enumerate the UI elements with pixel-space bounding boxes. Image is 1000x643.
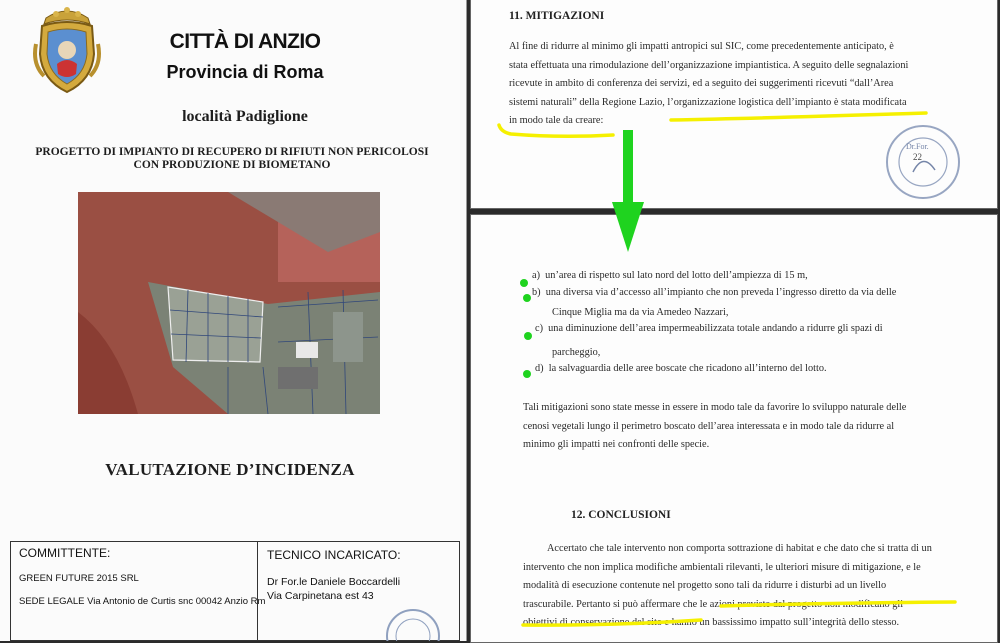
list-text: parcheggio, bbox=[552, 347, 601, 358]
cover-page bbox=[0, 0, 467, 641]
text-line: modalità di esecuzione contenute nel progetto sono tali da ridurre i disturbi ad un livello bbox=[523, 580, 887, 592]
text-line: in modo tale da creare: bbox=[509, 115, 604, 127]
technician-address: Via Carpinetana est 43 bbox=[267, 590, 374, 602]
text-line: Al fine di ridurre al minimo gli impatti antropici sul SIC, come precedentemente anticipato, è bbox=[509, 41, 894, 52]
list-text: la salvaguardia delle aree boscate che ricadono all’interno del lotto. bbox=[548, 363, 827, 374]
project-title-line1: PROGETTO DI IMPIANTO DI RECUPERO DI RIFIUTI NON PERICOLOSI bbox=[35, 146, 429, 158]
list-marker: d) bbox=[535, 363, 544, 374]
technician-label: TECNICO INCARICATO: bbox=[267, 548, 401, 562]
city-title: CITTÀ DI ANZIO bbox=[169, 30, 321, 53]
province-title: Provincia di Roma bbox=[166, 62, 324, 82]
project-title-line2: CON PRODUZIONE DI BIOMETANO bbox=[133, 159, 331, 171]
document-title: VALUTAZIONE D’INCIDENZA bbox=[105, 460, 355, 479]
mitigations-heading: 11. MITIGAZIONI bbox=[509, 10, 605, 22]
list-text: Cinque Miglia ma da via Amedeo Nazzari, bbox=[552, 307, 729, 318]
text-line: stata effettuata una rimodulazione dell’organizzazione impiantistica. A seguito delle segnalazioni bbox=[509, 59, 909, 71]
stamp-icon bbox=[883, 122, 963, 202]
text-line: ricevute in ambito di conferenza dei servizi, ed a seguito dei suggerimenti ricevuti “dall’Area bbox=[509, 78, 894, 90]
client-name: GREEN FUTURE 2015 SRL bbox=[19, 573, 139, 584]
list-marker: b) bbox=[532, 287, 541, 298]
text-line: intervento che non implica modifiche ambientali rilevanti, le ulteriori misure di mitigazione, e le bbox=[523, 561, 921, 573]
stamp-icon bbox=[383, 606, 443, 641]
list-marker: c) bbox=[535, 323, 543, 334]
conclusions-heading: 12. CONCLUSIONI bbox=[571, 509, 671, 521]
text-line: trascurabile. Pertanto si può affermare che le azioni previste dal progetto non modificano gli bbox=[523, 598, 904, 610]
conclusions-page bbox=[470, 214, 998, 643]
text-line: Tali mitigazioni sono state messe in essere in modo tale da favorire lo sviluppo naturale delle bbox=[523, 402, 907, 413]
list-text: una diversa via d’accesso all’impianto che non preveda l’ingresso diretto da via delle bbox=[545, 287, 897, 298]
text-line: Accertato che tale intervento non comporta sottrazione di habitat e che dato che si tratta di un bbox=[547, 543, 932, 554]
list-text: un’area di rispetto sul lato nord del lotto dell’ampiezza di 15 m, bbox=[545, 270, 808, 281]
coat-of-arms-icon bbox=[32, 4, 102, 96]
aerial-photo-image bbox=[78, 192, 380, 414]
stamp-name: Dr.For. bbox=[906, 142, 929, 151]
highlight-marks bbox=[471, 215, 997, 642]
list-text: una diminuzione dell’area impermeabilizzata totale andando a ridurre gli spazi di bbox=[548, 323, 883, 334]
text-line: minimo gli impatti nei confronti delle specie. bbox=[523, 439, 710, 451]
text-line: obiettivi di conservazione del sito e hanno un bassissimo impatto sull’integrità dello stesso. bbox=[523, 617, 900, 629]
client-label: COMMITTENTE: bbox=[19, 546, 111, 560]
list-marker: a) bbox=[532, 270, 540, 281]
text-line: cenosi vegetali lungo il perimetro boscato dell’area interessata e in modo tale da ridurre al bbox=[523, 420, 895, 432]
mitigations-page bbox=[470, 0, 998, 209]
text-line: sistemi naturali” della Regione Lazio, l’organizzazione logistica dell’impianto è stata modificata bbox=[509, 96, 907, 108]
technician-name: Dr For.le Daniele Boccardelli bbox=[267, 576, 401, 588]
client-address: SEDE LEGALE Via Antonio de Curtis snc 00042 Anzio Rm bbox=[19, 596, 266, 607]
page-number: 22 bbox=[913, 152, 922, 162]
arrow-down-icon bbox=[610, 130, 646, 255]
project-title bbox=[20, 146, 444, 172]
credits-divider bbox=[257, 542, 258, 640]
locality: località Padiglione bbox=[182, 108, 308, 125]
